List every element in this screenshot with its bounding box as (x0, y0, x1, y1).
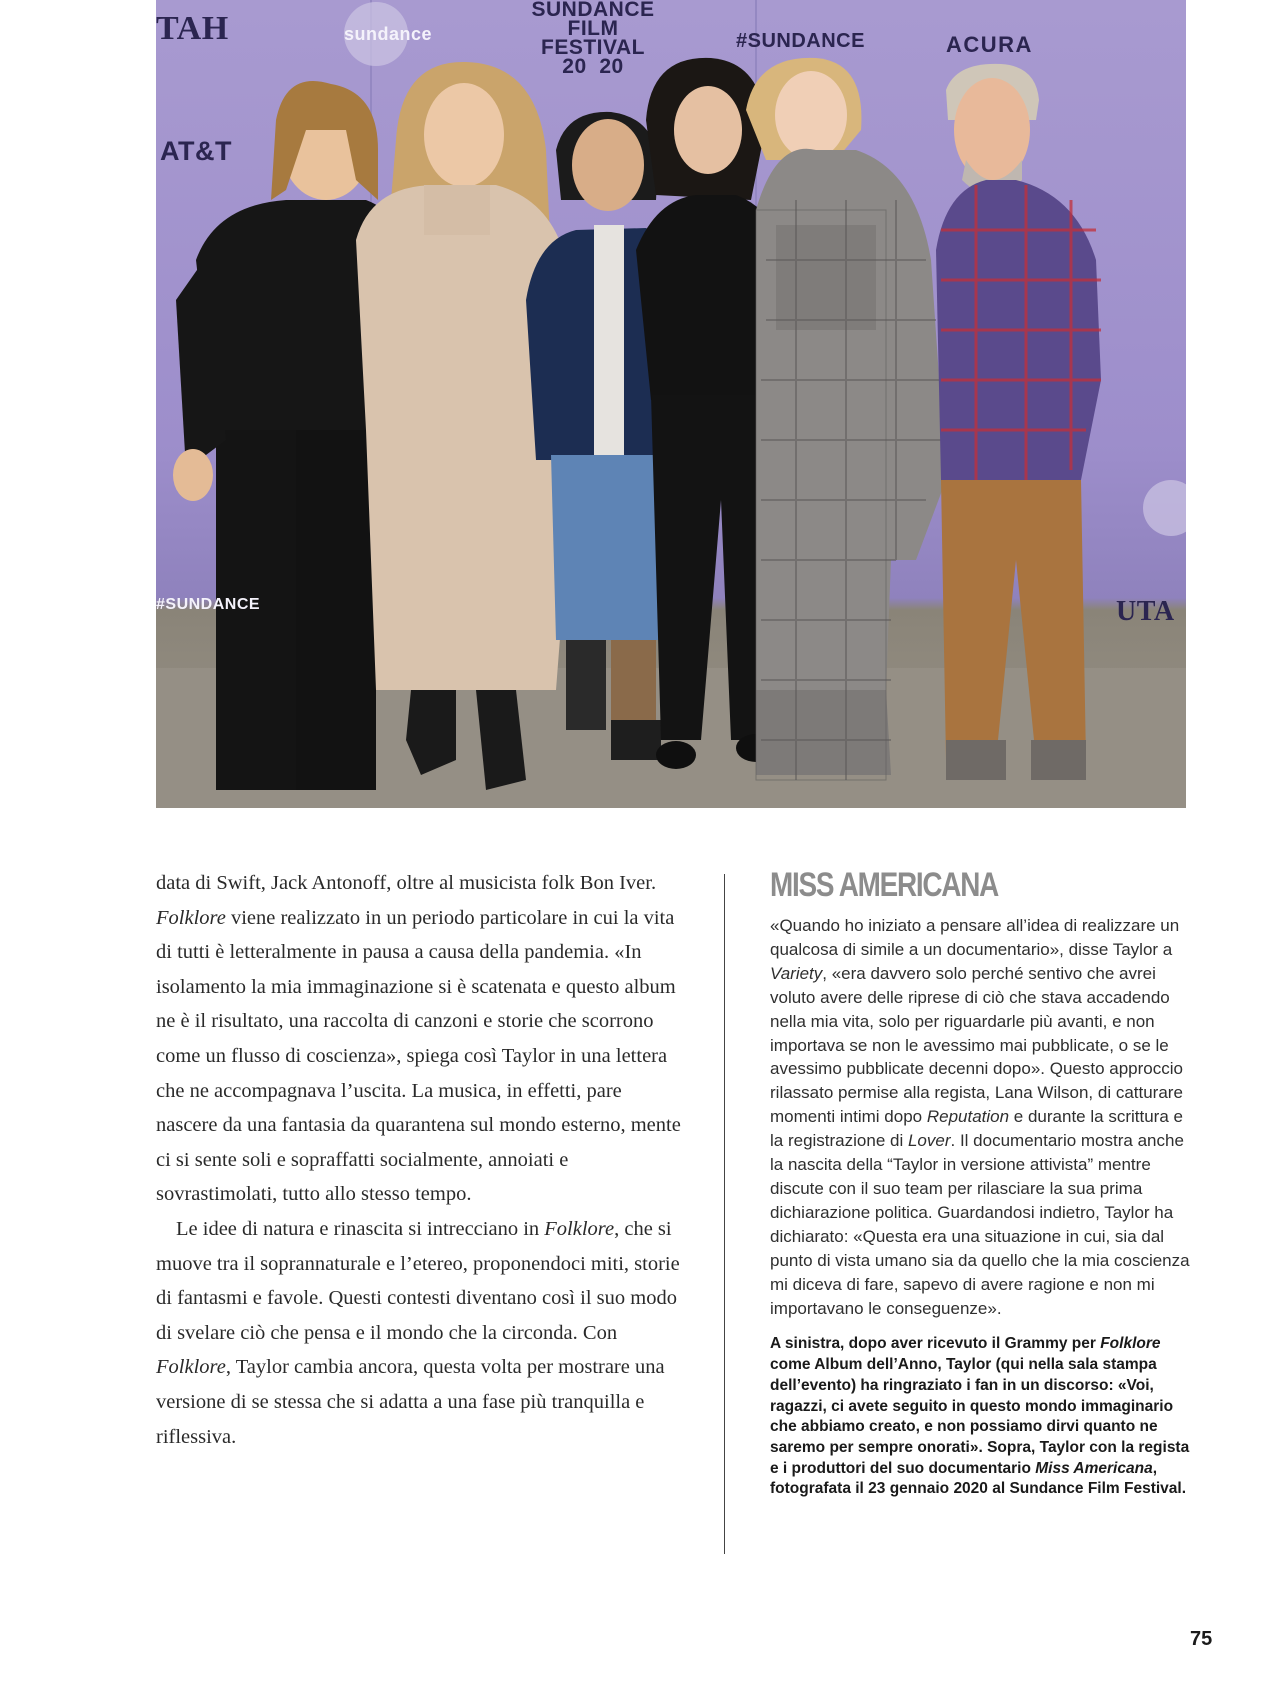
text-run: «Quando ho iniziato a pensare all’idea di realizzare un qualcosa di simile a un documentario», disse Taylor a (770, 916, 1180, 959)
photo-caption (770, 1334, 1190, 1500)
text-run: data di Swift, Jack Antonoff, oltre al musicista folk Bon Iver. (156, 872, 657, 894)
column-divider (724, 874, 725, 1554)
italic-text: Reputation (926, 1107, 1010, 1127)
text-run: e durante la scrittura e la registrazione di (770, 1107, 1183, 1151)
text-run: , «era davvero solo perché sentivo che avrei voluto avere delle riprese di ciò che stava accadendo nella mia vita, solo per riguardarle più avanti, e non importava se non le avessimo mai pubblicate, o se le avessimo pubblicate decenni dopo». Questo approccio rilassato permise alla regista, Lana Wilson, di catturare momenti intimi dopo (770, 963, 1183, 1127)
festival-logo (528, 0, 658, 76)
text-run: Le idee di natura e rinascita si intrecciano in (176, 1217, 545, 1240)
italic-text: Miss Americana (1035, 1459, 1153, 1477)
utah-logo-left: TAH (156, 10, 229, 47)
text-run: come Album dell’Anno, Taylor (qui nella sala stampa dell’evento) ha ringraziato i fan in un discorso: «Voi, ragazzi, ci avete seguito in questo mondo immaginario che abbiamo creato, e non possiamo dirvi quanto ne saremo per sempre onorati». Sopra, Taylor con la regista e i produttori del suo documentario (770, 1356, 1190, 1477)
festival-year: 20 20 (562, 55, 624, 78)
festival-line-2: FILM (567, 17, 619, 40)
text-run: A sinistra, dopo aver ricevuto il Grammy per (770, 1335, 1101, 1353)
page-number: 75 (1190, 1628, 1213, 1650)
acura-logo: ACURA (946, 32, 1033, 57)
sidebar-body (770, 914, 1190, 1320)
utah-logo-right: UTA (1116, 596, 1175, 627)
italic-text: Variety (770, 963, 823, 983)
att-logo: AT&T (160, 136, 232, 166)
article-body (156, 866, 686, 1454)
italic-text: Folklore (156, 906, 226, 929)
text-run: , fotografata il 23 gennaio 2020 al Sundance Film Festival. (770, 1459, 1187, 1498)
festival-line-1: SUNDANCE (531, 0, 655, 21)
italic-text: Folklore (544, 1217, 615, 1240)
hashtag-sundance-top: #SUNDANCE (736, 30, 865, 52)
sidebar-heading: MISS AMERICANA (770, 866, 999, 904)
italic-text: Folklore (1100, 1335, 1161, 1353)
article-paragraph (156, 866, 686, 1212)
hashtag-sundance-bottom: #SUNDANCE (156, 596, 261, 613)
festival-line-3: FESTIVAL (541, 36, 645, 59)
sundance-institute-logo: sundance (344, 24, 433, 44)
italic-text: Folklore (156, 1356, 226, 1379)
italic-text: Lover (907, 1131, 951, 1151)
event-photo (156, 0, 1186, 808)
photo-illustration (156, 0, 1186, 808)
text-run: viene realizzato in un periodo particolare in cui la vita di tutti è letteralmente in pausa a causa della pandemia. «In isolamento la mia immaginazione si è scatenata e questo album ne è il risultato, una raccolta di canzoni e storie che scorrono come un flusso di coscienza», spiega così Taylor in una lettera che ne accompagnava l’uscita. La musica, in effetti, pare nascere da una fantasia da quarantena sul mondo esterno, mente ci si sente soli e sopraffatti socialmente, annoiati e sovrastimolati, tutto allo stesso tempo. (156, 906, 681, 1206)
text-run: , Taylor cambia ancora, questa volta per mostrare una versione di se stessa che si adatta a una fase più tranquilla e riflessiva. (156, 1356, 665, 1448)
text-run: , che si muove tra il soprannaturale e l’etereo, proponendoci miti, storie di fantasmi e favole. Questi contesti diventano così il suo modo di svelare ciò che pensa e il mondo che la circonda. Con (156, 1217, 680, 1344)
article-paragraph (156, 1212, 686, 1454)
sidebar (770, 866, 1190, 1500)
text-run: . Il documentario mostra anche la nascita della “Taylor in versione attivista” mentre discute con il suo team per rilasciare la sua prima dichiarazione politica. Guardandosi indietro, Taylor ha dichiarato: «Questa era una situazione in cui, sia dal punto di vista umano sia da quello che la mia coscienza mi diceva di fare, sapevo di avere ragione e non mi importavano le conseguenze». (770, 1131, 1190, 1318)
